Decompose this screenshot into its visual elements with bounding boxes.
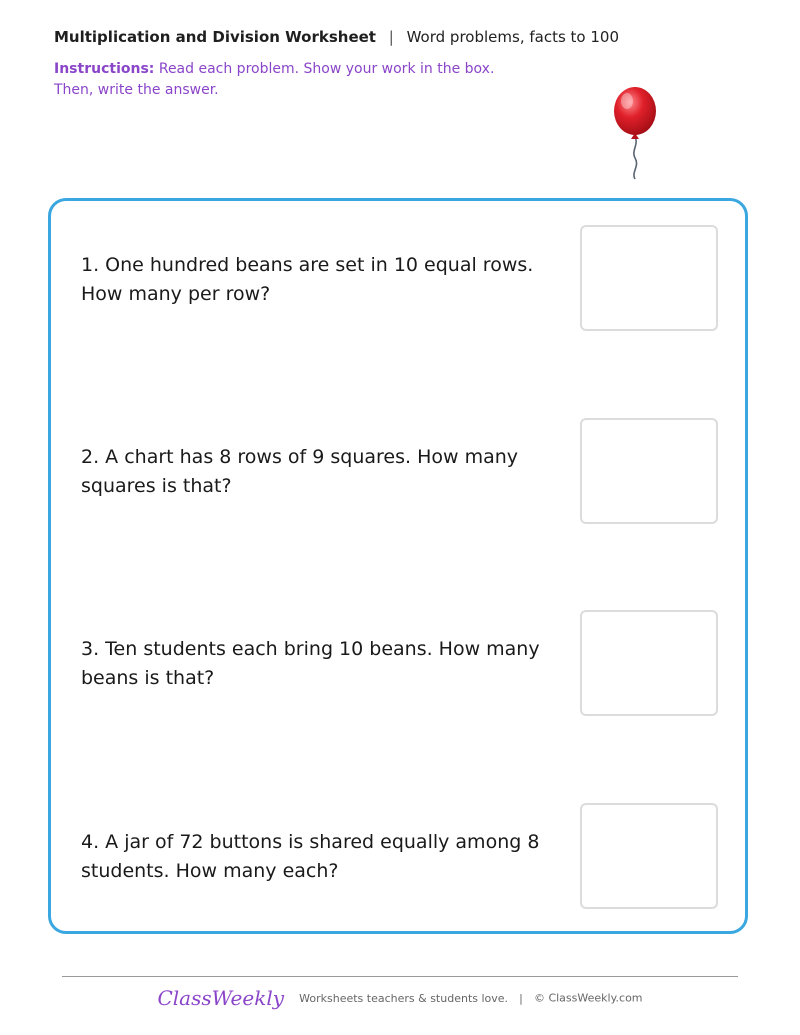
instructions-text: Read each problem. Show your work in the box. Then, write the answer. <box>54 61 495 98</box>
worksheet-title: Multiplication and Division Worksheet <box>54 28 376 46</box>
footer <box>0 986 800 1010</box>
instructions <box>54 59 534 101</box>
classweekly-logo: ClassWeekly <box>157 986 285 1010</box>
answer-box-3[interactable] <box>580 610 718 716</box>
footer-separator: | <box>519 991 523 1005</box>
worksheet-subtitle: Word problems, facts to 100 <box>406 28 619 46</box>
problem-2-text: 2. A chart has 8 rows of 9 squares. How many squares is that? <box>81 446 518 497</box>
title-divider: | <box>388 28 394 46</box>
answer-box-4[interactable] <box>580 803 718 909</box>
answer-box-1[interactable] <box>580 225 718 331</box>
balloon-icon <box>604 84 668 190</box>
instructions-label: Instructions: <box>54 61 155 77</box>
footer-divider <box>62 976 738 977</box>
problem-4-text: 4. A jar of 72 buttons is shared equally among 8 students. How many each? <box>81 831 540 882</box>
footer-copyright: © ClassWeekly.com <box>533 991 643 1005</box>
footer-tagline: Worksheets teachers & students love. <box>299 991 509 1005</box>
problem-1-text: 1. One hundred beans are set in 10 equal rows. How many per row? <box>81 254 534 305</box>
answer-box-2[interactable] <box>580 418 718 524</box>
worksheet-header <box>54 27 619 47</box>
problem-3-text: 3. Ten students each bring 10 beans. How many beans is that? <box>81 638 540 689</box>
